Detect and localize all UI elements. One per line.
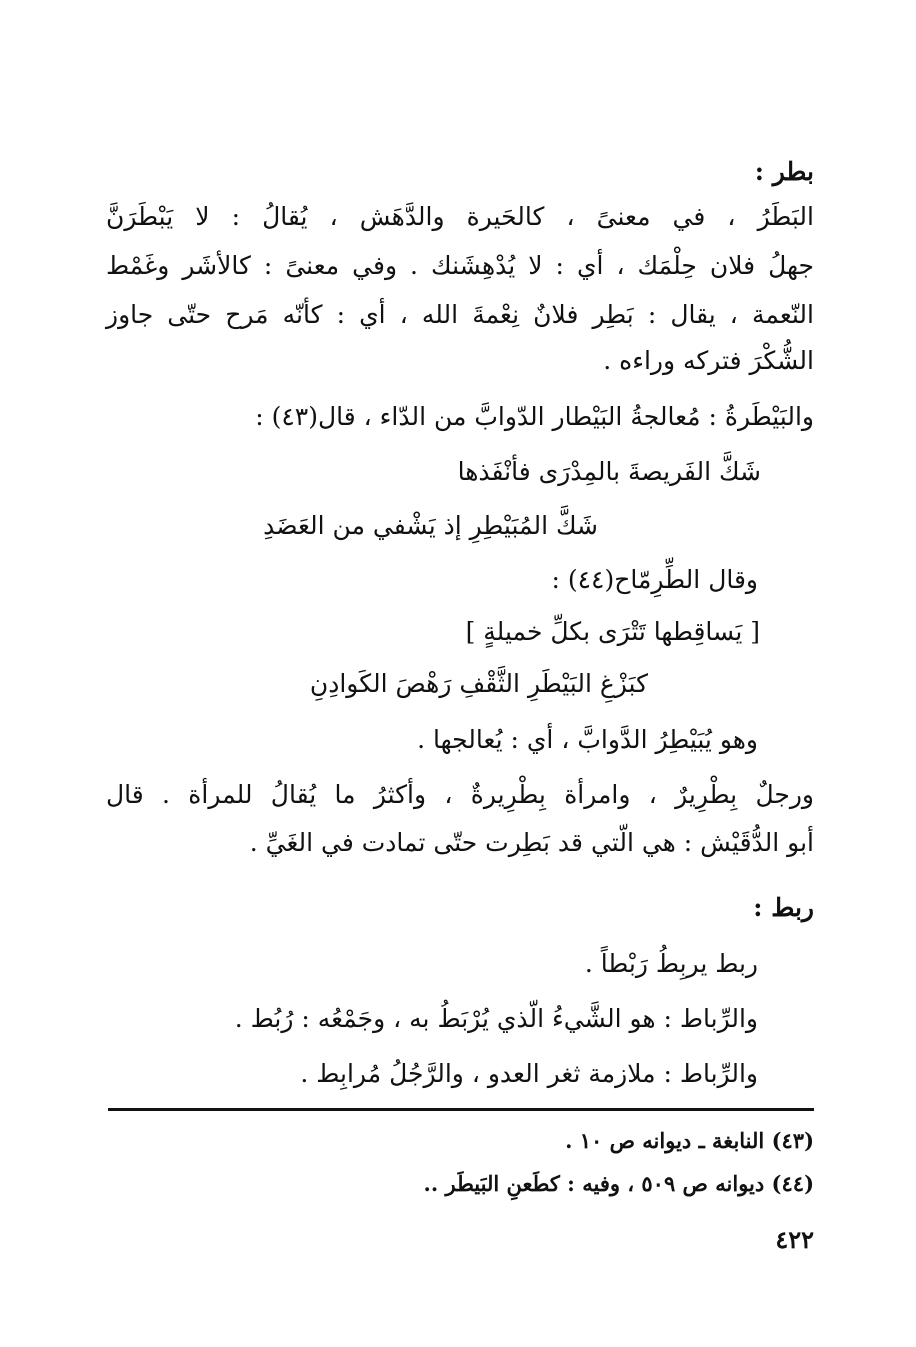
paragraph-line: ورجلٌ بِطْرِيرٌ ، وامرأة بِطْرِيرةٌ ، وأكثرُ ما يُقالُ للمرأة . قال [106, 780, 814, 809]
paragraph-line: الشُّكْرَ فتركه وراءه . [603, 346, 814, 375]
verse-line: كبَزْغِ البَيْطَرِ الثَّقْفِ رَهْصَ الكَوادِنِ [309, 669, 648, 698]
paragraph-line: ربط يربِطُ رَبْطاً . [584, 949, 758, 978]
paragraph-line: البَطَرُ ، في معنىً ، كالحَيرة والدَّهَش ، يُقالُ : لا يَبْطَرَنَّ [106, 202, 814, 231]
paragraph-line: وقال الطِّرِمّاح(٤٤) : [551, 565, 758, 594]
verse-line: [ يَساقِطها تَتْرَى بكلِّ خميلةٍ ] [465, 617, 760, 646]
footnote: (٤٣) النابغة ـ ديوانه ص ١٠ . [565, 1128, 814, 1153]
paragraph-line: والرِّباط : هو الشَّيءُ الّذي يُرْبَطُ به ، وجَمْعُه : رُبُط . [234, 1004, 758, 1033]
paragraph-line: والرِّباط : ملازمة ثغر العدو ، والرَّجُلُ مُرابِط . [300, 1059, 758, 1088]
paragraph-line: أبو الدُّقَيْش : هي الّتي قد بَطِرت حتّى تمادت في الغَيِّ . [249, 828, 814, 857]
paragraph-line: النّعمة ، يقال : بَطِر فلانٌ نِعْمةَ الله ، أي : كأنّه مَرح حتّى جاوز [106, 300, 814, 329]
paragraph-line: جهلُ فلان حِلْمَك ، أي : لا يُدْهِشَنك . وفي معنىً : كالأشَر وغَمْط [106, 251, 814, 280]
entry-heading: بطر : [754, 157, 814, 186]
page-number: ٤٢٢ [775, 1225, 814, 1254]
footnote-separator [108, 1108, 814, 1111]
verse-line: شَكَّ المُبَيْطِرِ إذ يَشْفي من العَضَدِ [263, 511, 598, 540]
verse-line: شَكَّ الفَريصةَ بالمِدْرَى فأنْفَذها [457, 457, 761, 486]
paragraph-line: وهو يُبَيْطِرُ الدَّوابَّ ، أي : يُعالجها . [417, 725, 758, 754]
footnote: (٤٤) ديوانه ص ٥٠٩ ، وفيه : كطَعنِ البَيطَر .. [423, 1171, 814, 1196]
entry-heading: ربط : [753, 893, 814, 922]
paragraph-line: والبَيْطَرةُ : مُعالجةُ البَيْطار الدّوابَّ من الدّاء ، قال(٤٣) : [255, 402, 814, 431]
